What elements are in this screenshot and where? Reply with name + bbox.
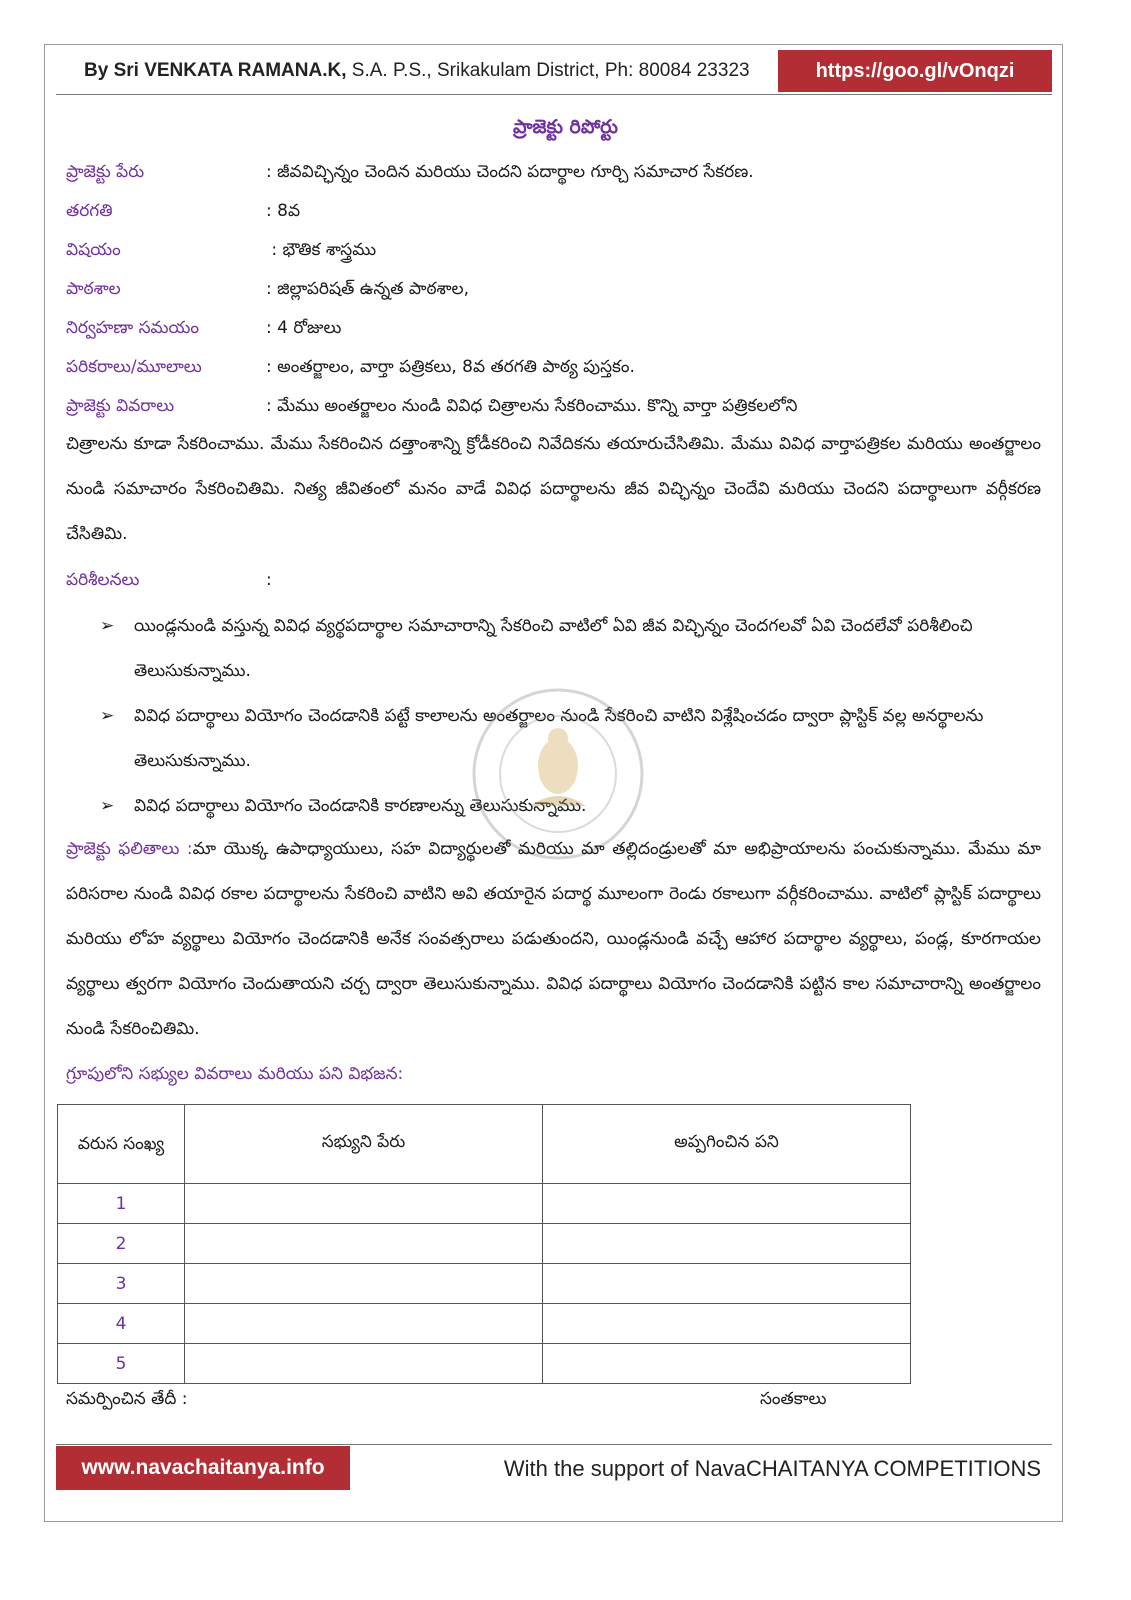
field-label: పరికరాలు/మూలాలు bbox=[66, 357, 202, 377]
header-link[interactable]: https://goo.gl/vOnqzi bbox=[778, 50, 1052, 92]
serial-cell: 5 bbox=[58, 1344, 185, 1384]
author-credit bbox=[84, 60, 750, 82]
table-row bbox=[58, 1264, 911, 1304]
assigned-work-cell[interactable] bbox=[543, 1184, 911, 1224]
field-label: నిర్వహణా సమయం bbox=[66, 318, 199, 338]
field-label: విషయం bbox=[66, 240, 121, 260]
header-serial-number: వరుస సంఖ్య bbox=[58, 1105, 185, 1184]
header-assigned-work: అప్పగించిన పని bbox=[543, 1105, 911, 1184]
member-name-cell[interactable] bbox=[185, 1264, 543, 1304]
field-label: తరగతి bbox=[66, 201, 113, 221]
results-label: ప్రాజెక్టు ఫలితాలు : bbox=[66, 839, 193, 859]
field-value: : అంతర్జాలం, వార్తా పత్రికలు, 8వ తరగతి పాఠ్య పుస్తకం. bbox=[266, 357, 635, 377]
field-value: : మేము అంతర్జాలం నుండి వివిధ చిత్రాలను సేకరించాము. కొన్ని వార్తా పత్రికలలోని bbox=[266, 396, 798, 416]
observation-text: వివిధ పదార్థాలు వియోగం చెందడానికి పట్టే కాలాలను అంతర్జాలం నుండి సేకరించి వాటిని విశ్లేషించడం ద్వారా ప్లాస్టిక్ వల్ల అనర్థాలను తెలుసుకున్నాము. bbox=[134, 706, 984, 771]
submission-date-label: సమర్పించిన తేదీ : bbox=[66, 1389, 188, 1409]
field-project-name bbox=[66, 162, 754, 186]
footer-link[interactable]: www.navachaitanya.info bbox=[56, 1446, 350, 1490]
project-details-text: చిత్రాలను కూడా సేకరించాము. మేము సేకరించిన దత్తాంశాన్ని క్రోడీకరించి నివేదికను తయారుచేసితిమి. మేము వివిధ వార్తాపత్రికల మరియు అంతర్జాలం నుండి సమాచారం సేకరించితిమి. నిత్య జీవితంలో మనం వాడే వివిధ పదార్థాలను జీవ విచ్ఛిన్నం చెందేవి మరియు చెందని పదార్థాలుగా వర్గీకరణ చేసితిమి. bbox=[66, 434, 1041, 544]
arrow-bullet-icon: ➢ bbox=[100, 796, 115, 816]
field-value: : 4 రోజులు bbox=[266, 318, 342, 338]
signatures-label: సంతకాలు bbox=[760, 1389, 827, 1409]
member-name-cell[interactable] bbox=[185, 1184, 543, 1224]
table-row bbox=[58, 1304, 911, 1344]
results-text: మా యొక్క ఉపాధ్యాయులు, సహ విద్యార్థులతో మరియు మా తల్లిదండ్రులతో మా అభిప్రాయాలను పంచుకున్నాము. మేము మా పరిసరాల నుండి వివిధ రకాల పదార్థాలను సేకరించి వాటిని అవి తయారైన పదార్థ మూలంగా రెండు రకాలుగా వర్గీకరించాము. వాటిలో ప్లాస్టిక్ పదార్థాలు మరియు లోహ వ్యర్థాలు వియోగం చెందడానికి అనేక సంవత్సరాలు పడుతుందని, యిండ్లనుండి వచ్చే ఆహార పదార్థాల వ్యర్థాలు, పండ్ల, కూరగాయల వ్యర్థాలు త్వరగా వియోగం చెందుతాయని చర్చ ద్వారా తెలుసుకున్నాము. వివిధ పదార్థాలు వియోగం చెందడానికి పట్టిన కాల సమాచారాన్ని అంతర్జాలం నుండి సేకరించితిమి. bbox=[66, 839, 1042, 1039]
table-row bbox=[58, 1224, 911, 1264]
members-table bbox=[57, 1104, 911, 1384]
member-name-cell[interactable] bbox=[185, 1304, 543, 1344]
header-divider bbox=[56, 94, 1052, 95]
field-resources bbox=[66, 357, 635, 381]
field-label: ప్రాజెక్టు వివరాలు bbox=[66, 396, 175, 416]
observations-colon: : bbox=[266, 570, 272, 590]
field-value: : భౌతిక శాస్త్రము bbox=[266, 240, 377, 260]
serial-cell: 2 bbox=[58, 1224, 185, 1264]
assigned-work-cell[interactable] bbox=[543, 1264, 911, 1304]
footer-divider bbox=[56, 1444, 1052, 1445]
field-label: పాఠశాల bbox=[66, 279, 121, 299]
member-name-cell[interactable] bbox=[185, 1344, 543, 1384]
field-value: : జీవవిచ్ఛిన్నం చెందిన మరియు చెందని పదార్థాల గూర్చి సమాచార సేకరణ. bbox=[266, 162, 754, 182]
page-header bbox=[56, 50, 1052, 92]
author-name: By Sri VENKATA RAMANA.K, bbox=[84, 60, 347, 81]
member-name-cell[interactable] bbox=[185, 1224, 543, 1264]
field-value: : జిల్లాపరిషత్ ఉన్నత పాఠశాల, bbox=[266, 279, 469, 299]
assigned-work-cell[interactable] bbox=[543, 1304, 911, 1344]
project-results bbox=[66, 827, 1041, 1052]
field-label: ప్రాజెక్టు పేరు bbox=[66, 162, 145, 182]
serial-cell: 3 bbox=[58, 1264, 185, 1304]
field-school bbox=[66, 279, 469, 303]
field-value: : 8వ bbox=[266, 201, 301, 221]
report-title: ప్రాజెక్టు రిపోర్టు bbox=[512, 116, 619, 138]
assigned-work-cell[interactable] bbox=[543, 1224, 911, 1264]
observations-label: పరిశీలనలు bbox=[66, 570, 140, 590]
author-details: S.A. P.S., Srikakulam District, Ph: 80084 23323 bbox=[346, 60, 750, 81]
field-duration bbox=[66, 318, 341, 342]
field-class bbox=[66, 201, 300, 225]
arrow-bullet-icon: ➢ bbox=[100, 616, 115, 636]
serial-cell: 4 bbox=[58, 1304, 185, 1344]
group-heading bbox=[66, 1064, 403, 1088]
table-row bbox=[58, 1344, 911, 1384]
header-member-name: సభ్యుని పేరు bbox=[185, 1105, 543, 1184]
arrow-bullet-icon: ➢ bbox=[100, 706, 115, 726]
serial-cell: 1 bbox=[58, 1184, 185, 1224]
footer-support-text: With the support of NavaCHAITANYA COMPETITIONS bbox=[503, 1456, 1041, 1481]
observations-heading bbox=[66, 570, 272, 594]
table-header-row bbox=[58, 1105, 911, 1184]
assigned-work-cell[interactable] bbox=[543, 1344, 911, 1384]
table-row bbox=[58, 1184, 911, 1224]
observation-text: వివిధ పదార్థాలు వియోగం చెందడానికి కారణాలన్ను తెలుసుకున్నాము. bbox=[134, 796, 587, 816]
field-subject bbox=[66, 240, 376, 264]
observation-item bbox=[100, 604, 1040, 694]
field-project-details bbox=[66, 396, 797, 420]
observation-text: యిండ్లనుండి వస్తున్న వివిధ వ్యర్థపదార్థాల సమాచారాన్ని సేకరించి వాటిలో ఏవి జీవ విచ్ఛిన్నం చెందగలవో ఏవి చెందలేవో పరిశీలించి తెలుసుకున్నాము. bbox=[134, 616, 973, 681]
group-heading-text: గ్రూపులోని సభ్యుల వివరాలు మరియు పని విభజన: bbox=[66, 1064, 404, 1084]
